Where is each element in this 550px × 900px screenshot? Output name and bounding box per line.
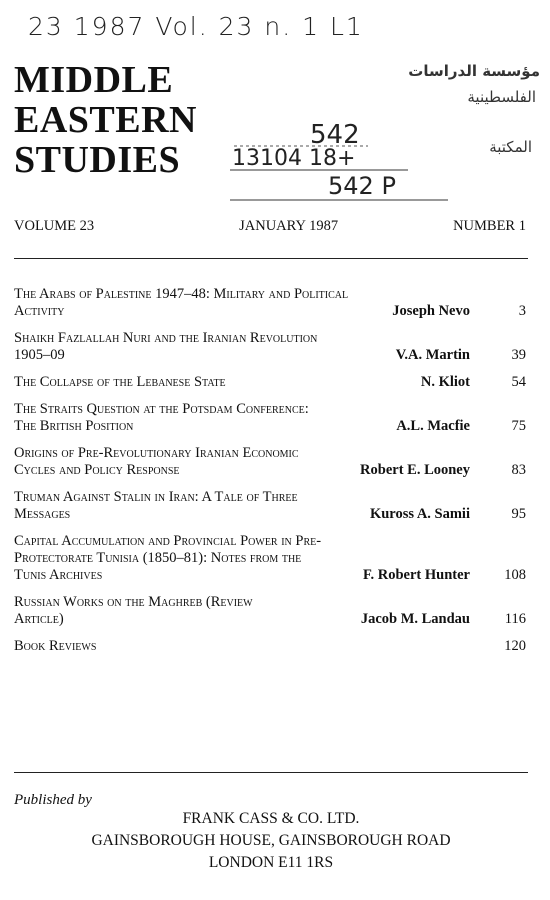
library-stamp bbox=[218, 58, 540, 208]
journal-title bbox=[14, 60, 197, 180]
stamp-handwritten-1: 542 bbox=[310, 120, 360, 150]
issue-info bbox=[14, 218, 526, 235]
article-title: Truman Against Stalin in Iran: A Tale of Three Messages bbox=[14, 489, 298, 522]
publisher-name: FRANK CASS & CO. LTD. bbox=[182, 810, 360, 827]
stamp-arabic-line-1: مؤسسة الدراسات bbox=[408, 62, 540, 80]
article-title: Book Reviews bbox=[14, 638, 97, 654]
publisher-imprint bbox=[14, 808, 528, 874]
toc-entry[interactable] bbox=[14, 286, 526, 320]
toc-entry[interactable] bbox=[14, 638, 526, 655]
publisher-city: LONDON E11 1RS bbox=[208, 854, 334, 871]
article-page: 108 bbox=[504, 567, 526, 583]
article-page: 54 bbox=[511, 374, 526, 390]
article-title: Shaikh Fazlallah Nuri and the Iranian Revolution 1905–09 bbox=[14, 330, 318, 363]
article-author: V.A. Martin bbox=[392, 347, 470, 364]
article-title: The Collapse of the Lebanese State bbox=[14, 374, 226, 390]
article-author: F. Robert Hunter bbox=[359, 567, 470, 584]
stamp-arabic-line-2: الفلسطينية bbox=[467, 88, 536, 106]
article-author: Robert E. Looney bbox=[356, 462, 470, 479]
toc-entry[interactable] bbox=[14, 594, 526, 628]
stamp-handwritten-2: 13104 18+ bbox=[232, 146, 356, 171]
toc-entry[interactable] bbox=[14, 374, 526, 391]
published-by-label: Published by bbox=[14, 792, 92, 808]
article-author: A.L. Macfie bbox=[392, 418, 470, 435]
article-title: Russian Works on the Maghreb (Review Article) bbox=[14, 594, 253, 627]
article-page: 39 bbox=[511, 347, 526, 363]
article-author: Kuross A. Samii bbox=[366, 506, 470, 523]
volume-label: VOLUME 23 bbox=[14, 218, 95, 234]
toc-entry[interactable] bbox=[14, 445, 526, 479]
journal-title-line-1: MIDDLE bbox=[14, 59, 174, 101]
issue-date: JANUARY 1987 bbox=[239, 218, 339, 234]
bottom-divider bbox=[14, 772, 528, 773]
journal-title-line-3: STUDIES bbox=[14, 139, 181, 181]
article-page: 116 bbox=[504, 611, 526, 627]
stamp-arabic-line-3: المكتبة bbox=[489, 138, 532, 156]
article-author: N. Kliot bbox=[417, 374, 470, 391]
article-page: 83 bbox=[511, 462, 526, 478]
table-of-contents bbox=[14, 286, 526, 665]
publisher-address: GAINSBOROUGH HOUSE, GAINSBOROUGH ROAD bbox=[91, 832, 451, 849]
article-page: 95 bbox=[511, 506, 526, 522]
issue-number: NUMBER 1 bbox=[453, 218, 526, 234]
toc-entry[interactable] bbox=[14, 489, 526, 523]
stamp-handwritten-3: 542 P bbox=[328, 172, 396, 200]
top-divider bbox=[14, 258, 528, 259]
article-page: 120 bbox=[504, 638, 526, 654]
article-page: 3 bbox=[518, 303, 526, 319]
article-title: The Arabs of Palestine 1947–48: Military and Political Activity bbox=[14, 286, 349, 319]
article-title: Capital Accumulation and Provincial Power in Pre-Protectorate Tunisia (1850–81): Notes from the Tunis Archives bbox=[14, 533, 322, 583]
article-page: 75 bbox=[511, 418, 526, 434]
toc-entry[interactable] bbox=[14, 533, 526, 584]
article-author: Joseph Nevo bbox=[388, 303, 470, 320]
article-title: The Straits Question at the Potsdam Conference: The British Position bbox=[14, 401, 309, 434]
toc-entry[interactable] bbox=[14, 401, 526, 435]
toc-entry[interactable] bbox=[14, 330, 526, 364]
article-author: Jacob M. Landau bbox=[357, 611, 470, 628]
handwritten-catalog-note: 23 1987 Vol. 23 n. 1 L1 bbox=[28, 12, 364, 41]
article-title: Origins of Pre-Revolutionary Iranian Economic Cycles and Policy Response bbox=[14, 445, 299, 478]
journal-title-line-2: EASTERN bbox=[14, 99, 197, 141]
